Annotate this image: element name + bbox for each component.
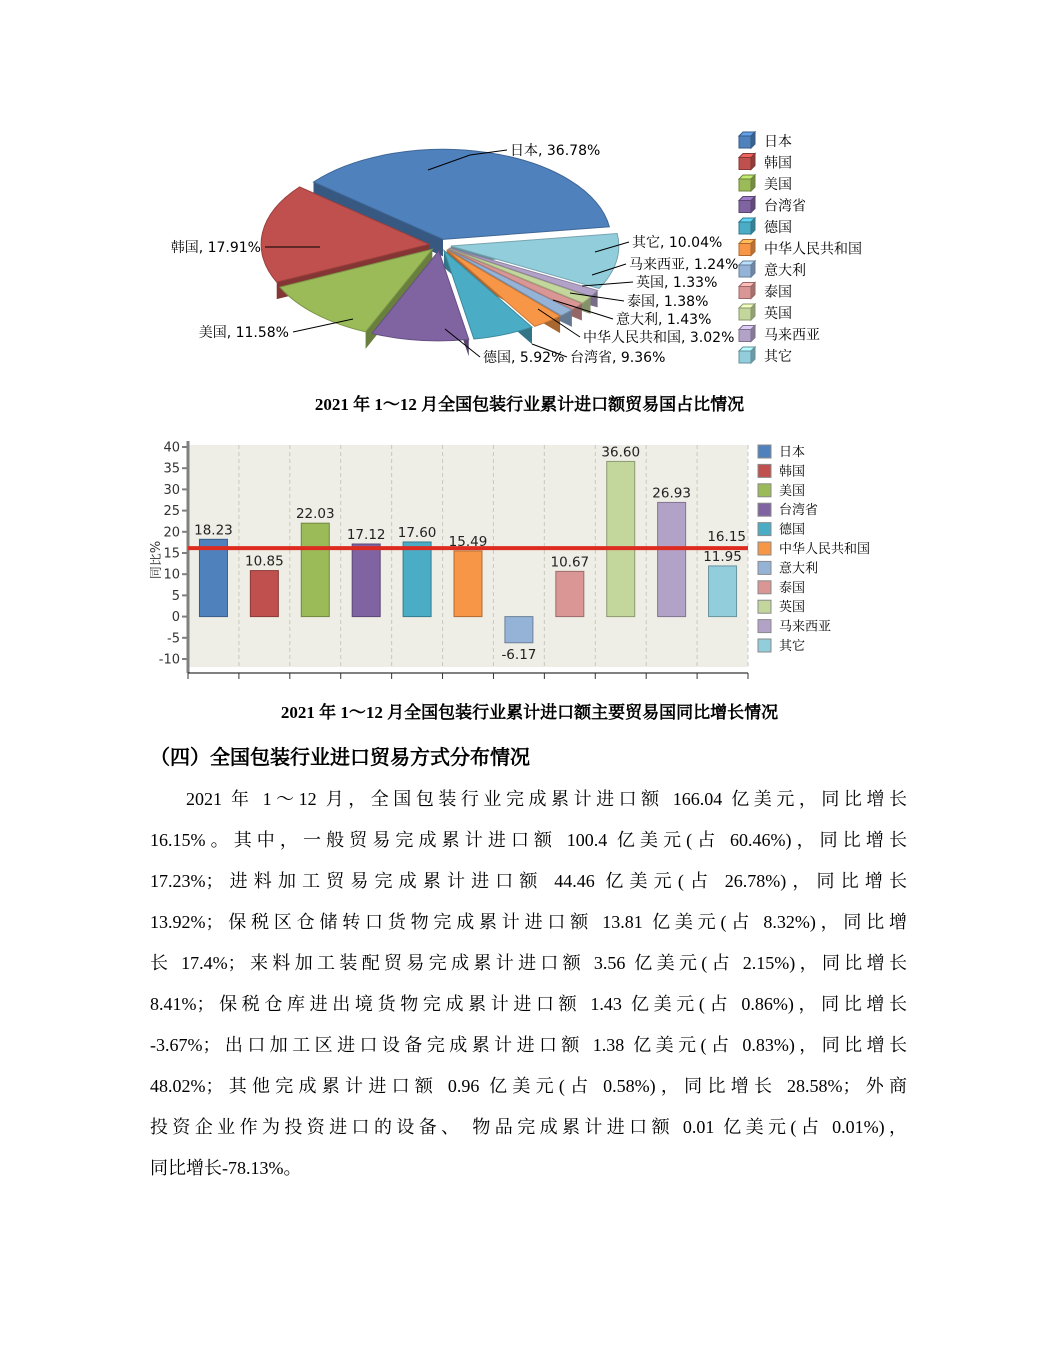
legend-item xyxy=(739,304,792,322)
pie-slice-label: 日本, 36.78% xyxy=(510,143,601,159)
legend-item xyxy=(758,463,805,479)
legend-label: 德国 xyxy=(779,522,806,538)
legend-item xyxy=(739,218,792,236)
pie-slice-label: 中华人民共和国, 3.02% xyxy=(583,330,735,346)
legend-swatch xyxy=(758,542,771,555)
paragraph-line: 16.15%。其中，一般贸易完成累计进口额 100.4 亿美元(占 60.46%)，同比增长 xyxy=(150,830,907,850)
bar xyxy=(607,461,635,616)
pie-legend xyxy=(739,132,862,365)
legend-label: 台湾省 xyxy=(779,503,819,519)
legend-label: 德国 xyxy=(764,220,792,236)
bar-value-label: 11.95 xyxy=(703,548,742,565)
legend-cube-front xyxy=(739,201,751,213)
legend-item xyxy=(758,523,805,538)
pie-slice-label: 意大利, 1.43% xyxy=(616,312,712,328)
legend-item xyxy=(739,326,820,344)
pie-chart-figure xyxy=(140,123,1050,385)
paragraph-line: 长 17.4%；来料加工装配贸易完成累计进口额 3.56 亿美元(占 2.15%)，同比增长 xyxy=(150,953,907,973)
y-tick-label: 40 xyxy=(163,440,180,456)
legend-item xyxy=(739,175,792,193)
bar-value-label: 17.12 xyxy=(346,527,386,544)
legend-label: 其它 xyxy=(764,349,792,365)
legend-item xyxy=(758,444,805,460)
bar xyxy=(403,542,431,617)
bar xyxy=(505,617,533,643)
legend-item xyxy=(758,541,870,557)
y-tick-label: 30 xyxy=(163,482,180,498)
bar-value-label: 15.49 xyxy=(448,533,488,550)
legend-swatch xyxy=(758,600,771,613)
bar xyxy=(709,566,737,617)
legend-label: 泰国 xyxy=(779,580,806,596)
bar xyxy=(301,523,329,616)
paragraph-line: 48.02%；其他完成累计进口额 0.96 亿美元(占 0.58%)，同比增长 28.58%；外商 xyxy=(150,1076,907,1096)
bar-value-label: 36.60 xyxy=(601,444,641,461)
legend-label: 意大利 xyxy=(779,561,819,577)
paragraph-line: 17.23%；进料加工贸易完成累计进口额 44.46 亿美元(占 26.78%)，同比增长 xyxy=(150,871,907,891)
legend-cube-front xyxy=(739,244,751,256)
legend-cube-front xyxy=(739,136,751,148)
bar xyxy=(454,551,482,617)
paragraph-line: 13.92%；保税区仓储转口货物完成累计进口额 13.81 亿美元(占 8.32%)，同比增 xyxy=(150,912,907,932)
y-tick-label: 10 xyxy=(163,567,180,583)
bar xyxy=(658,502,686,616)
bar-value-label: 18.23 xyxy=(194,522,233,539)
pie-slice-label: 马来西亚, 1.24% xyxy=(629,257,739,273)
legend-item xyxy=(739,132,792,150)
y-tick-label: 15 xyxy=(163,546,180,562)
legend-label: 意大利 xyxy=(764,263,806,279)
paragraph-line: -3.67%；出口加工区进口设备完成累计进口额 1.38 亿美元(占 0.83%)，同比增长 xyxy=(150,1035,907,1055)
paragraph-line: 2021 年 1～12 月，全国包装行业完成累计进口额 166.04 亿美元，同比增长 xyxy=(186,789,907,809)
pie-slice-label: 德国, 5.92% xyxy=(483,350,565,366)
y-tick-label: 25 xyxy=(163,504,180,520)
body-paragraph xyxy=(150,779,907,1189)
y-tick-label: 0 xyxy=(171,610,180,626)
legend-label: 韩国 xyxy=(764,155,792,172)
legend-item xyxy=(758,600,805,615)
legend-swatch xyxy=(758,639,771,652)
legend-label: 美国 xyxy=(779,483,806,499)
paragraph-line: 同比增长-78.13%。 xyxy=(150,1158,302,1178)
legend-item xyxy=(739,261,806,279)
legend-label: 英国 xyxy=(764,306,792,322)
legend-label: 马来西亚 xyxy=(764,327,820,344)
y-tick-label: 5 xyxy=(171,588,180,604)
bar xyxy=(199,539,227,616)
pie-slice-label: 泰国, 1.38% xyxy=(627,294,709,310)
bar-value-label: -6.17 xyxy=(501,646,537,663)
pie-slice-label: 美国, 11.58% xyxy=(198,325,289,341)
bar-value-label: 10.85 xyxy=(245,553,284,570)
bar-chart-title: 2021 年 1～12 月全国包装行业累计进口额主要贸易国同比增长情况 xyxy=(280,703,779,722)
legend-label: 韩国 xyxy=(779,464,806,480)
legend-item xyxy=(758,560,818,576)
y-axis-title: 同比% xyxy=(150,540,164,580)
legend-swatch xyxy=(758,620,771,633)
legend-item xyxy=(739,197,806,215)
pie-slice-label: 韩国, 17.91% xyxy=(170,240,261,256)
legend-swatch xyxy=(758,581,771,594)
bar xyxy=(352,544,380,617)
bar-chart-figure xyxy=(150,433,910,695)
legend-cube-front xyxy=(739,179,751,191)
legend-item xyxy=(739,283,792,301)
legend-label: 中华人民共和国 xyxy=(779,542,871,557)
legend-cube-front xyxy=(739,308,751,320)
legend-item xyxy=(739,154,792,172)
pie-slice-label: 英国, 1.33% xyxy=(636,275,718,291)
section-heading: （四）全国包装行业进口贸易方式分布情况 xyxy=(150,747,530,769)
legend-label: 泰国 xyxy=(764,284,792,301)
bar-value-label: 17.60 xyxy=(397,524,437,541)
legend-cube-front xyxy=(739,265,751,277)
bar-legend xyxy=(758,444,870,654)
legend-label: 英国 xyxy=(779,600,806,616)
legend-label: 马来西亚 xyxy=(779,619,832,635)
pie-chart-title: 2021 年 1～12 月全国包装行业累计进口额贸易国占比情况 xyxy=(314,395,745,414)
legend-cube-front xyxy=(739,222,751,234)
bar-value-label: 22.03 xyxy=(295,506,335,523)
legend-label: 中华人民共和国 xyxy=(764,241,862,258)
y-tick-label: 20 xyxy=(163,525,180,541)
bar-chart-canvas xyxy=(150,433,910,695)
legend-cube-front xyxy=(739,158,751,170)
legend-label: 日本 xyxy=(779,445,806,460)
reference-line-label: 16.15 xyxy=(707,529,746,546)
legend-swatch xyxy=(758,561,771,574)
legend-item xyxy=(758,502,818,518)
legend-swatch xyxy=(758,523,771,536)
y-tick-label: -10 xyxy=(158,652,180,668)
y-tick-label: -5 xyxy=(167,631,180,647)
legend-swatch xyxy=(758,445,771,458)
paragraph-line: 8.41%；保税仓库进出境货物完成累计进口额 1.43 亿美元(占 0.86%)，同比增长 xyxy=(150,994,907,1014)
pie-chart-canvas xyxy=(140,123,1050,385)
bar-value-label: 26.93 xyxy=(652,485,691,502)
bar xyxy=(250,571,278,617)
legend-cube-front xyxy=(739,351,751,363)
legend-item xyxy=(758,619,831,635)
pie-slice-label: 其它, 10.04% xyxy=(632,235,723,251)
paragraph-line: 投资企业作为投资进口的设备、 物品完成累计进口额 0.01 亿美元(占 0.01%)， xyxy=(150,1117,907,1137)
legend-item xyxy=(739,347,792,365)
legend-cube-front xyxy=(739,287,751,299)
legend-label: 美国 xyxy=(764,177,792,193)
legend-swatch xyxy=(758,503,771,516)
legend-swatch xyxy=(758,464,771,477)
legend-item xyxy=(758,580,805,596)
y-tick-label: 35 xyxy=(163,461,180,477)
legend-cube-front xyxy=(739,330,751,342)
bar-value-label: 10.67 xyxy=(550,554,590,571)
legend-item xyxy=(758,484,805,499)
legend-label: 其它 xyxy=(779,639,806,654)
legend-item xyxy=(758,638,805,654)
legend-label: 台湾省 xyxy=(764,198,806,215)
legend-swatch xyxy=(758,484,771,497)
bar xyxy=(556,571,584,616)
pie-slice-label: 台湾省, 9.36% xyxy=(570,350,666,366)
legend-label: 日本 xyxy=(764,134,792,150)
legend-item xyxy=(739,240,862,258)
